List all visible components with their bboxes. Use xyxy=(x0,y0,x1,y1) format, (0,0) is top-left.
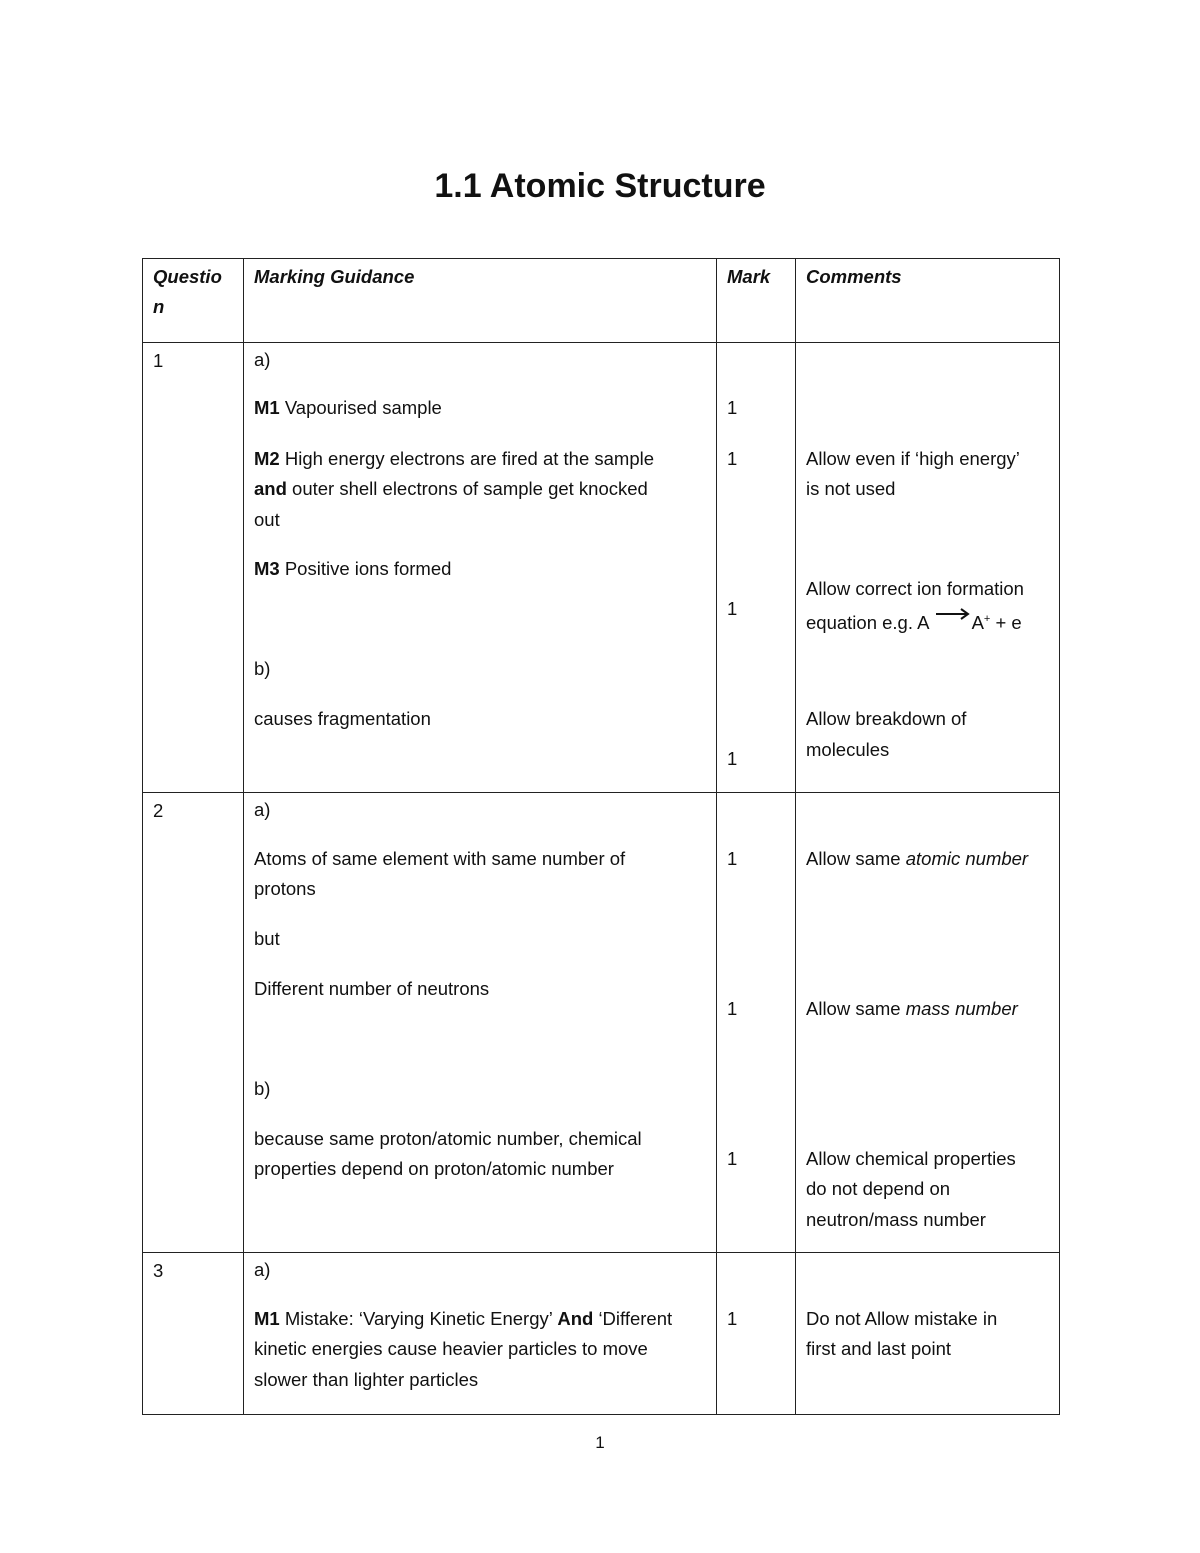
q2-number-cell xyxy=(143,793,244,1253)
q1-m2-line1 xyxy=(254,444,710,474)
q3-m1-label: M1 xyxy=(254,1308,280,1329)
q1-mark-m1: 1 xyxy=(727,397,738,418)
q1-guidance-cell xyxy=(244,343,717,793)
page-number: 1 xyxy=(595,1433,605,1452)
q1-m2-label: M2 xyxy=(254,448,280,469)
q1-mark-m3: 1 xyxy=(727,598,738,619)
q1-b-text: causes fragmentation xyxy=(254,708,431,729)
q2-comment-a2-text: Allow same xyxy=(806,998,901,1019)
q2-but: but xyxy=(254,928,280,949)
q1-comment-m3-tail: + e xyxy=(995,612,1022,634)
q1-number: 1 xyxy=(153,350,164,371)
header-question-label: Questio n xyxy=(153,266,222,317)
q1-mark-cell xyxy=(717,343,796,793)
q1-comment-m3-charge: + xyxy=(983,613,991,625)
header-question xyxy=(143,259,244,343)
q1-mark-m2: 1 xyxy=(727,448,738,469)
q2-b-line2: properties depend on proton/atomic number xyxy=(254,1158,614,1179)
q2-comment-a1-term: atomic number xyxy=(905,848,1029,869)
q1-m3 xyxy=(254,554,710,584)
q1-m1 xyxy=(254,393,710,423)
q1-m2-text2: outer shell electrons of sample get knocked xyxy=(292,478,648,499)
q1-comments-cell xyxy=(796,343,1060,793)
q3-number: 3 xyxy=(153,1260,164,1281)
q2-number: 2 xyxy=(153,800,164,821)
q2-different: Different number of neutrons xyxy=(254,978,490,999)
q1-m3-text: Positive ions formed xyxy=(284,558,452,579)
q2-b-line1: because same proton/atomic number, chemical xyxy=(254,1128,642,1149)
q1-m2-and: and xyxy=(254,478,287,499)
q1-mark-b: 1 xyxy=(727,748,738,769)
q2-mark-b: 1 xyxy=(727,1148,738,1169)
q3-m1-line3: slower than lighter particles xyxy=(254,1369,479,1390)
q1-number-cell xyxy=(143,343,244,793)
q3-m1-text1: Mistake: ‘Varying Kinetic Energy’ xyxy=(284,1308,553,1329)
q1-part-b: b) xyxy=(254,658,271,679)
right-arrow-icon xyxy=(934,599,972,629)
q3-mark-cell xyxy=(717,1253,796,1415)
q3-mark-m1: 1 xyxy=(727,1308,738,1329)
q1-comment-m3-line1: Allow correct ion formation xyxy=(806,578,1024,599)
q2-mark-a1: 1 xyxy=(727,848,738,869)
q2-part-a: a) xyxy=(254,799,271,820)
question-row-1 xyxy=(143,343,1060,793)
q3-m1-line1 xyxy=(254,1304,710,1334)
q1-m2-line3: out xyxy=(254,509,280,530)
q1-part-a: a) xyxy=(254,349,271,370)
q3-comment-line2: first and last point xyxy=(806,1338,951,1359)
q2-comment-a2 xyxy=(806,994,1053,1024)
q3-m1-text1b: ‘Different xyxy=(598,1308,673,1329)
q1-m2-text1: High energy electrons are fired at the sample xyxy=(284,448,655,469)
q2-guidance-cell xyxy=(244,793,717,1253)
q3-comment-line1: Do not Allow mistake in xyxy=(806,1308,998,1329)
q2-comment-a1 xyxy=(806,844,1053,874)
question-row-3 xyxy=(143,1253,1060,1415)
header-row xyxy=(143,259,1060,343)
q2-comments-cell xyxy=(796,793,1060,1253)
q2-mark-cell xyxy=(717,793,796,1253)
q3-number-cell xyxy=(143,1253,244,1415)
q3-m1-line2: kinetic energies cause heavier particles to move xyxy=(254,1338,648,1359)
q1-comment-m3-text: equation e.g. A xyxy=(806,612,929,634)
mark-scheme-table xyxy=(142,258,1060,1415)
q1-comment-b-line1: Allow breakdown of xyxy=(806,708,967,729)
q3-part-a: a) xyxy=(254,1259,271,1280)
header-guidance: Marking Guidance xyxy=(244,259,717,343)
q2-comment-a1-text: Allow same xyxy=(806,848,901,869)
q2-comment-b-line3: neutron/mass number xyxy=(806,1209,986,1230)
page-title: 1.1 Atomic Structure xyxy=(434,167,766,205)
q3-guidance-cell xyxy=(244,1253,717,1415)
q1-comment-m3-ion: A xyxy=(971,612,984,634)
q2-a-line2: protons xyxy=(254,878,316,899)
q2-a-line1: Atoms of same element with same number of xyxy=(254,848,626,869)
q1-m1-label: M1 xyxy=(254,397,280,418)
q3-comments-cell xyxy=(796,1253,1060,1415)
q1-comment-m2-line2: is not used xyxy=(806,478,896,499)
q1-m3-label: M3 xyxy=(254,558,280,579)
header-comments: Comments xyxy=(796,259,1060,343)
q1-comment-b-line2: molecules xyxy=(806,739,890,760)
q2-comment-b-line2: do not depend on xyxy=(806,1178,951,1199)
question-row-2 xyxy=(143,793,1060,1253)
q3-m1-and: And xyxy=(557,1308,594,1329)
q1-comment-m3-line2 xyxy=(806,604,1053,638)
q2-part-b: b) xyxy=(254,1078,271,1099)
q1-m1-text: Vapourised sample xyxy=(284,397,442,418)
q2-mark-a2: 1 xyxy=(727,998,738,1019)
header-mark: Mark xyxy=(717,259,796,343)
q2-comment-b-line1: Allow chemical properties xyxy=(806,1148,1016,1169)
q1-m2-line2 xyxy=(254,474,710,504)
q1-comment-m2-line1: Allow even if ‘high energy’ xyxy=(806,448,1020,469)
q2-comment-a2-term: mass number xyxy=(905,998,1018,1019)
